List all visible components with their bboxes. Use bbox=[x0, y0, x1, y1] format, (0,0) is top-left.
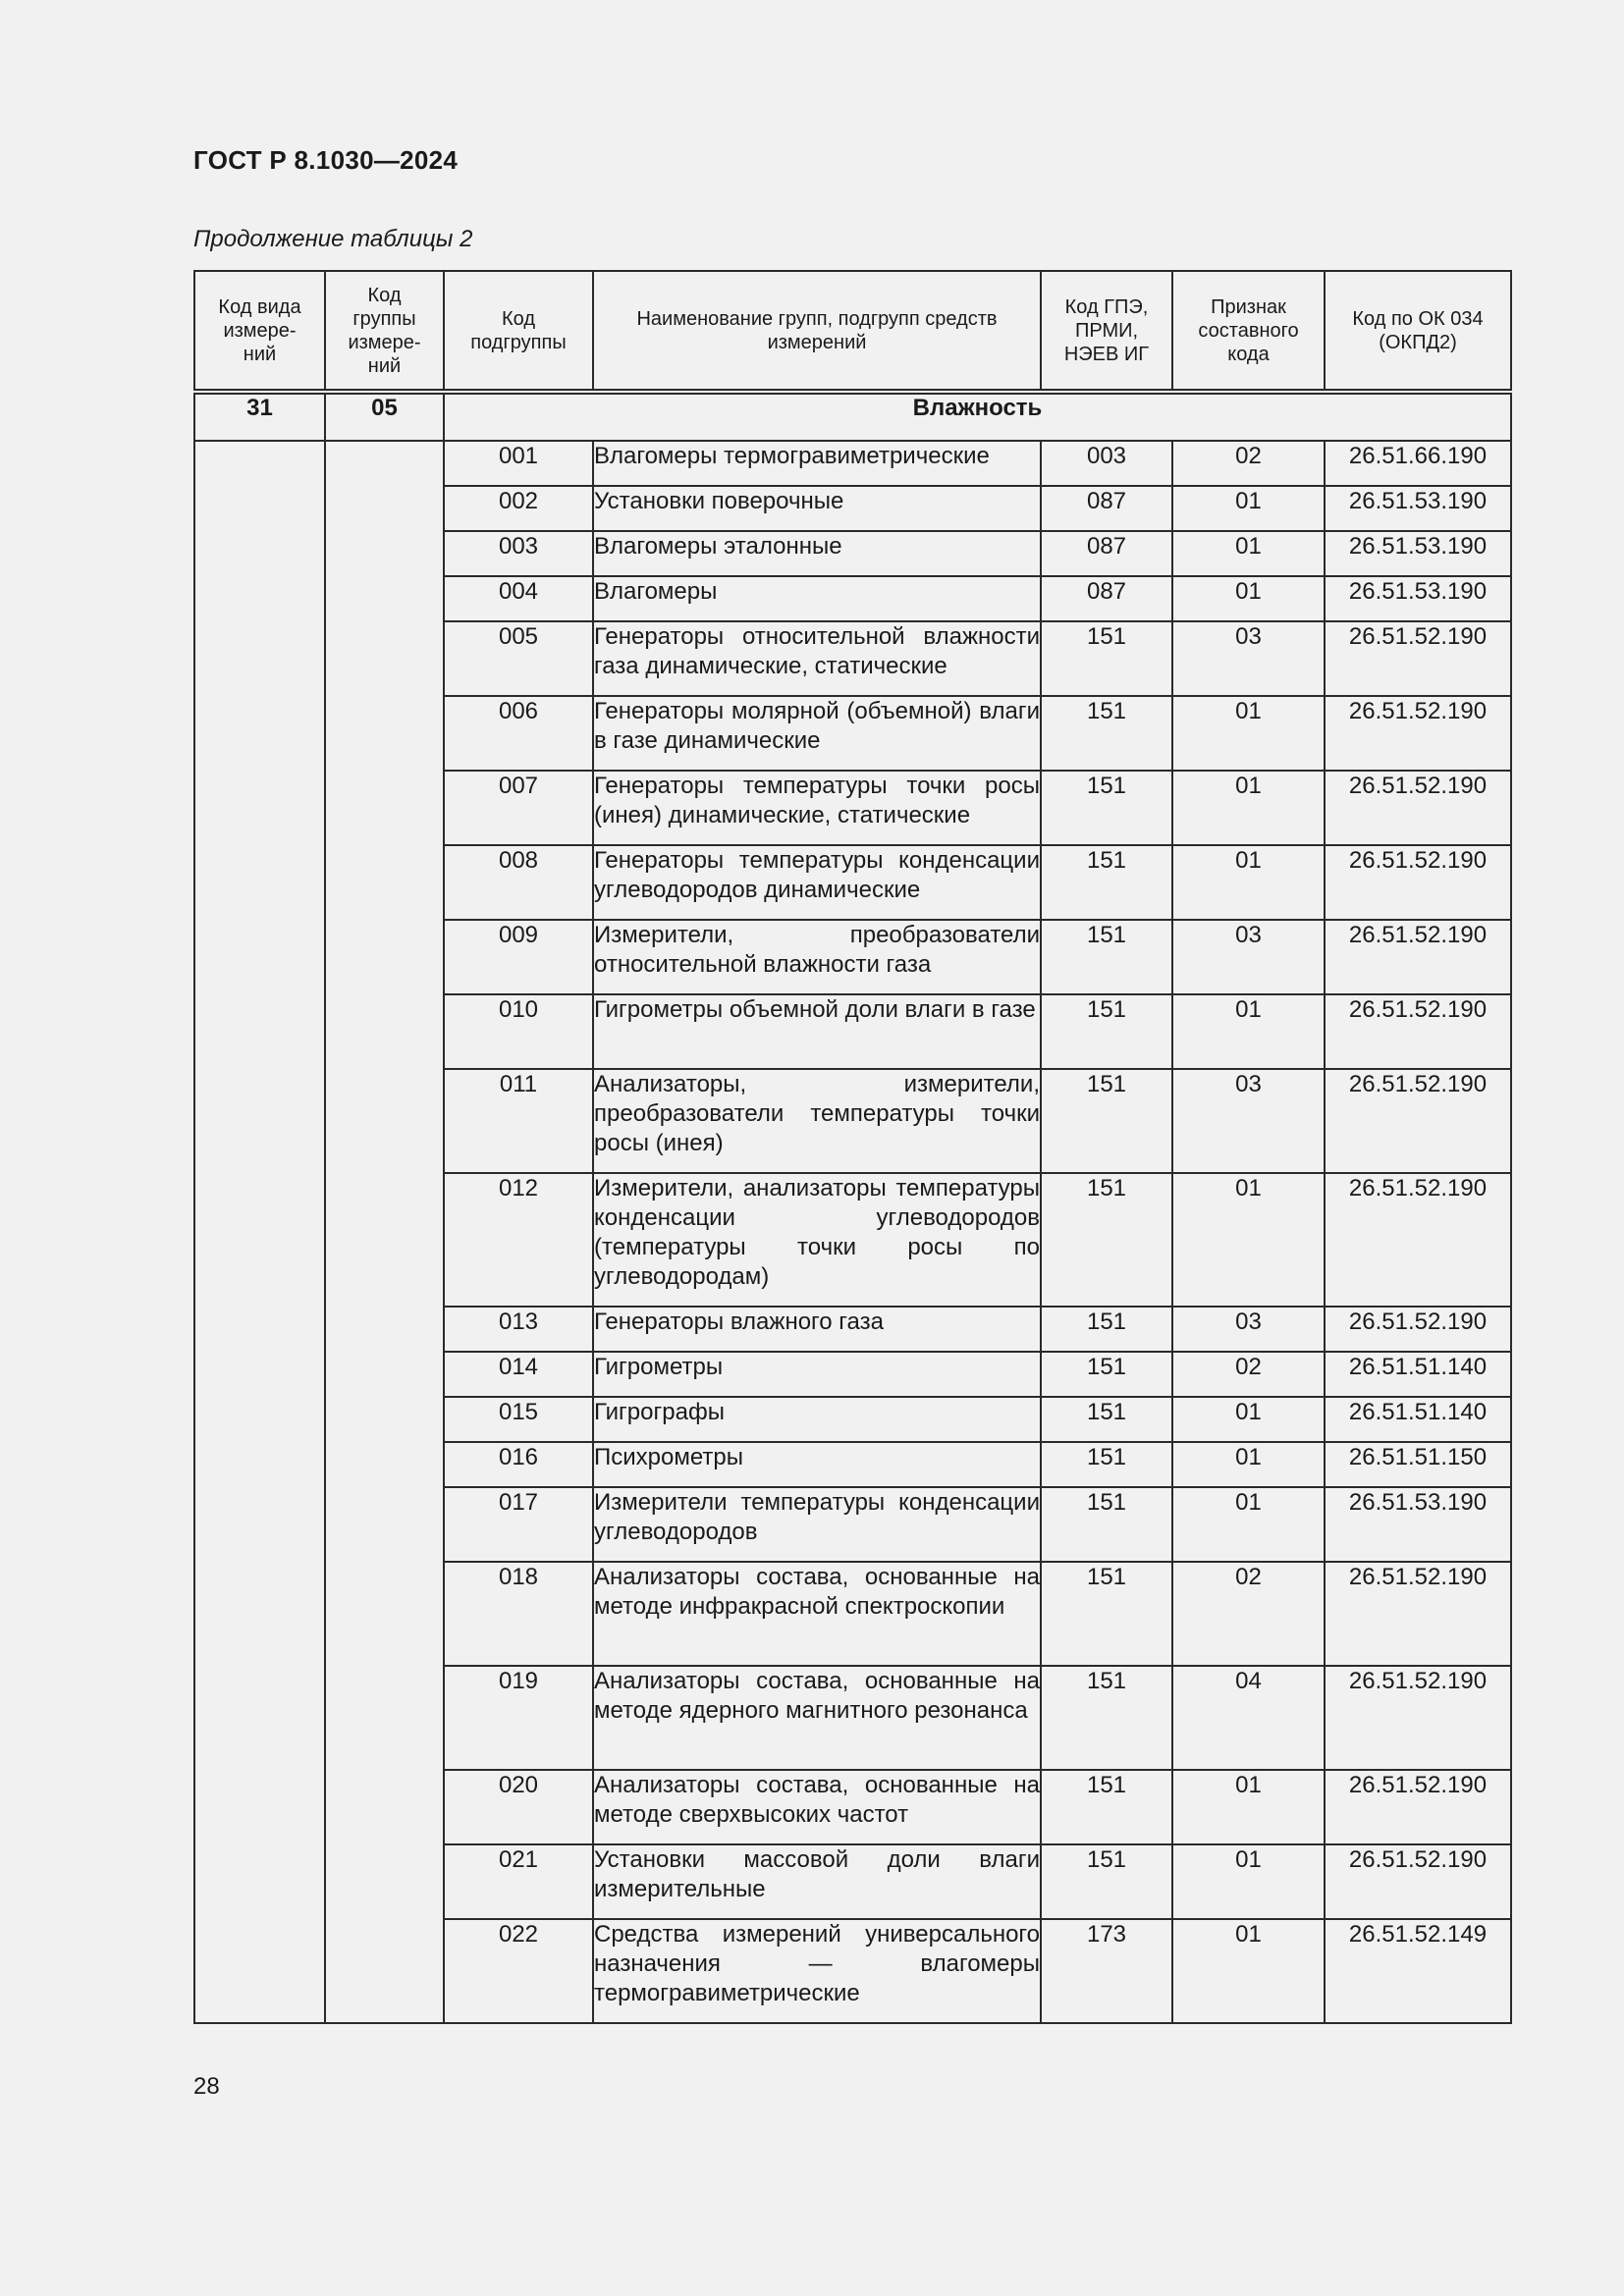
header-kind-code bbox=[194, 271, 325, 392]
subgroup-code-cell: 006 bbox=[444, 696, 593, 771]
composite-sign-cell: 01 bbox=[1172, 576, 1325, 621]
subgroup-name-cell: Анализаторы состава, основанные на методе ядерного магнитного резонанса bbox=[593, 1666, 1041, 1770]
subgroup-code-cell: 012 bbox=[444, 1173, 593, 1307]
gpe-code-cell: 173 bbox=[1041, 1919, 1172, 2023]
composite-sign-cell: 03 bbox=[1172, 920, 1325, 994]
group-group-code: 05 bbox=[325, 392, 444, 441]
gpe-code-cell: 151 bbox=[1041, 1770, 1172, 1844]
subgroup-name-cell: Психрометры bbox=[593, 1442, 1041, 1487]
header-line: измере- bbox=[223, 319, 297, 342]
header-name bbox=[593, 271, 1041, 392]
header-line: (ОКПД2) bbox=[1379, 331, 1457, 353]
gpe-code-cell: 151 bbox=[1041, 1307, 1172, 1352]
subgroup-name-cell: Измерители, преобразователи относительной влажности газа bbox=[593, 920, 1041, 994]
header-gpe-code bbox=[1041, 271, 1172, 392]
table-header-row bbox=[194, 271, 1511, 392]
okpd2-code-cell: 26.51.52.190 bbox=[1325, 1562, 1511, 1666]
gpe-code-cell: 151 bbox=[1041, 920, 1172, 994]
subgroup-code-cell: 013 bbox=[444, 1307, 593, 1352]
measurement-codes-table bbox=[193, 270, 1512, 2024]
subgroup-name-cell: Средства измерений универсального назначения — влагомеры термогравиметрические bbox=[593, 1919, 1041, 2023]
subgroup-code-cell: 001 bbox=[444, 441, 593, 486]
composite-sign-cell: 01 bbox=[1172, 531, 1325, 576]
group-kind-code: 31 bbox=[194, 392, 325, 441]
table-continuation-caption: Продолжение таблицы 2 bbox=[193, 226, 473, 252]
gpe-code-cell: 151 bbox=[1041, 1666, 1172, 1770]
subgroup-code-cell: 018 bbox=[444, 1562, 593, 1666]
subgroup-code-cell: 017 bbox=[444, 1487, 593, 1562]
composite-sign-cell: 01 bbox=[1172, 1397, 1325, 1442]
gpe-code-cell: 151 bbox=[1041, 1442, 1172, 1487]
subgroup-name-cell: Гигрографы bbox=[593, 1397, 1041, 1442]
subgroup-code-cell: 020 bbox=[444, 1770, 593, 1844]
okpd2-code-cell: 26.51.52.149 bbox=[1325, 1919, 1511, 2023]
subgroup-code-cell: 004 bbox=[444, 576, 593, 621]
gpe-code-cell: 151 bbox=[1041, 621, 1172, 696]
subgroup-name-cell: Измерители температуры конденсации углеводородов bbox=[593, 1487, 1041, 1562]
subgroup-code-cell: 019 bbox=[444, 1666, 593, 1770]
header-line: Код bbox=[501, 307, 535, 330]
header-composite-sign bbox=[1172, 271, 1325, 392]
subgroup-code-cell: 022 bbox=[444, 1919, 593, 2023]
gpe-code-cell: 151 bbox=[1041, 1562, 1172, 1666]
header-line: НЭЕВ ИГ bbox=[1063, 343, 1150, 365]
okpd2-code-cell: 26.51.53.190 bbox=[1325, 1487, 1511, 1562]
subgroup-code-cell: 015 bbox=[444, 1397, 593, 1442]
header-line: измерений bbox=[767, 331, 867, 353]
header-line: измере- bbox=[348, 331, 421, 353]
header-line: ний bbox=[243, 343, 277, 365]
subgroup-name-cell: Измерители, анализаторы температуры конденсации углеводородов (температуры точки росы по углеводородам) bbox=[593, 1173, 1041, 1307]
composite-sign-cell: 01 bbox=[1172, 486, 1325, 531]
composite-sign-cell: 01 bbox=[1172, 696, 1325, 771]
header-line: Наименование групп, подгрупп средств bbox=[636, 307, 998, 330]
subgroup-name-cell: Генераторы относительной влажности газа динамические, статические bbox=[593, 621, 1041, 696]
subgroup-name-cell: Анализаторы состава, основанные на методе сверхвысоких частот bbox=[593, 1770, 1041, 1844]
subgroup-name-cell: Установки поверочные bbox=[593, 486, 1041, 531]
subgroup-name-cell: Генераторы влажного газа bbox=[593, 1307, 1041, 1352]
okpd2-code-cell: 26.51.52.190 bbox=[1325, 1844, 1511, 1919]
gpe-code-cell: 087 bbox=[1041, 486, 1172, 531]
group-row bbox=[194, 392, 1511, 441]
header-line: Код ГПЭ, bbox=[1064, 295, 1149, 318]
okpd2-code-cell: 26.51.51.150 bbox=[1325, 1442, 1511, 1487]
subgroup-code-cell: 021 bbox=[444, 1844, 593, 1919]
composite-sign-cell: 01 bbox=[1172, 994, 1325, 1069]
page-number: 28 bbox=[193, 2073, 220, 2100]
okpd2-code-cell: 26.51.52.190 bbox=[1325, 621, 1511, 696]
okpd2-code-cell: 26.51.53.190 bbox=[1325, 531, 1511, 576]
subgroup-name-cell: Влагомеры термогравиметрические bbox=[593, 441, 1041, 486]
composite-sign-cell: 01 bbox=[1172, 1487, 1325, 1562]
subgroup-code-cell: 009 bbox=[444, 920, 593, 994]
gpe-code-cell: 087 bbox=[1041, 576, 1172, 621]
subgroup-code-cell: 016 bbox=[444, 1442, 593, 1487]
composite-sign-cell: 04 bbox=[1172, 1666, 1325, 1770]
empty-kind-cell bbox=[194, 441, 325, 2023]
composite-sign-cell: 01 bbox=[1172, 845, 1325, 920]
table-row bbox=[194, 441, 1511, 486]
composite-sign-cell: 03 bbox=[1172, 621, 1325, 696]
subgroup-name-cell: Анализаторы, измерители, преобразователи температуры точки росы (инея) bbox=[593, 1069, 1041, 1173]
subgroup-code-cell: 008 bbox=[444, 845, 593, 920]
composite-sign-cell: 01 bbox=[1172, 1919, 1325, 2023]
okpd2-code-cell: 26.51.52.190 bbox=[1325, 845, 1511, 920]
gpe-code-cell: 151 bbox=[1041, 1069, 1172, 1173]
gpe-code-cell: 151 bbox=[1041, 994, 1172, 1069]
header-line: подгруппы bbox=[470, 331, 567, 353]
subgroup-code-cell: 010 bbox=[444, 994, 593, 1069]
composite-sign-cell: 01 bbox=[1172, 1173, 1325, 1307]
okpd2-code-cell: 26.51.52.190 bbox=[1325, 1307, 1511, 1352]
okpd2-code-cell: 26.51.52.190 bbox=[1325, 920, 1511, 994]
okpd2-code-cell: 26.51.52.190 bbox=[1325, 1173, 1511, 1307]
composite-sign-cell: 03 bbox=[1172, 1069, 1325, 1173]
header-line: Код вида bbox=[218, 295, 301, 318]
header-subgroup-code bbox=[444, 271, 593, 392]
header-line: группы bbox=[352, 307, 416, 330]
subgroup-code-cell: 005 bbox=[444, 621, 593, 696]
header-group-code bbox=[325, 271, 444, 392]
subgroup-name-cell: Генераторы температуры конденсации углеводородов динамические bbox=[593, 845, 1041, 920]
gpe-code-cell: 151 bbox=[1041, 1487, 1172, 1562]
okpd2-code-cell: 26.51.51.140 bbox=[1325, 1397, 1511, 1442]
composite-sign-cell: 02 bbox=[1172, 441, 1325, 486]
gpe-code-cell: 151 bbox=[1041, 1844, 1172, 1919]
subgroup-code-cell: 003 bbox=[444, 531, 593, 576]
subgroup-name-cell: Гигрометры объемной доли влаги в газе bbox=[593, 994, 1041, 1069]
okpd2-code-cell: 26.51.66.190 bbox=[1325, 441, 1511, 486]
okpd2-code-cell: 26.51.51.140 bbox=[1325, 1352, 1511, 1397]
composite-sign-cell: 02 bbox=[1172, 1352, 1325, 1397]
subgroup-name-cell: Генераторы молярной (объемной) влаги в газе динамические bbox=[593, 696, 1041, 771]
header-line: ний bbox=[367, 354, 402, 377]
subgroup-name-cell: Анализаторы состава, основанные на методе инфракрасной спектроскопии bbox=[593, 1562, 1041, 1666]
subgroup-code-cell: 002 bbox=[444, 486, 593, 531]
okpd2-code-cell: 26.51.52.190 bbox=[1325, 1666, 1511, 1770]
group-title: Влажность bbox=[444, 392, 1511, 441]
composite-sign-cell: 01 bbox=[1172, 1442, 1325, 1487]
okpd2-code-cell: 26.51.52.190 bbox=[1325, 771, 1511, 845]
okpd2-code-cell: 26.51.52.190 bbox=[1325, 1069, 1511, 1173]
header-line: Код по ОК 034 bbox=[1352, 307, 1484, 330]
empty-group-cell bbox=[325, 441, 444, 2023]
header-line: ПРМИ, bbox=[1074, 319, 1139, 342]
gpe-code-cell: 151 bbox=[1041, 771, 1172, 845]
composite-sign-cell: 01 bbox=[1172, 771, 1325, 845]
subgroup-name-cell: Влагомеры bbox=[593, 576, 1041, 621]
subgroup-name-cell: Генераторы температуры точки росы (инея) динамические, статические bbox=[593, 771, 1041, 845]
gpe-code-cell: 087 bbox=[1041, 531, 1172, 576]
gpe-code-cell: 003 bbox=[1041, 441, 1172, 486]
okpd2-code-cell: 26.51.53.190 bbox=[1325, 486, 1511, 531]
gpe-code-cell: 151 bbox=[1041, 845, 1172, 920]
okpd2-code-cell: 26.51.52.190 bbox=[1325, 696, 1511, 771]
header-line: кода bbox=[1227, 343, 1270, 365]
okpd2-code-cell: 26.51.53.190 bbox=[1325, 576, 1511, 621]
gpe-code-cell: 151 bbox=[1041, 1173, 1172, 1307]
header-okpd2-code bbox=[1325, 271, 1511, 392]
okpd2-code-cell: 26.51.52.190 bbox=[1325, 1770, 1511, 1844]
header-line: Признак bbox=[1211, 295, 1286, 318]
okpd2-code-cell: 26.51.52.190 bbox=[1325, 994, 1511, 1069]
header-line: составного bbox=[1198, 319, 1299, 342]
document-title: ГОСТ Р 8.1030—2024 bbox=[193, 145, 459, 175]
gpe-code-cell: 151 bbox=[1041, 696, 1172, 771]
gpe-code-cell: 151 bbox=[1041, 1397, 1172, 1442]
subgroup-code-cell: 007 bbox=[444, 771, 593, 845]
subgroup-name-cell: Гигрометры bbox=[593, 1352, 1041, 1397]
subgroup-code-cell: 011 bbox=[444, 1069, 593, 1173]
composite-sign-cell: 01 bbox=[1172, 1844, 1325, 1919]
composite-sign-cell: 03 bbox=[1172, 1307, 1325, 1352]
composite-sign-cell: 02 bbox=[1172, 1562, 1325, 1666]
composite-sign-cell: 01 bbox=[1172, 1770, 1325, 1844]
subgroup-code-cell: 014 bbox=[444, 1352, 593, 1397]
gpe-code-cell: 151 bbox=[1041, 1352, 1172, 1397]
subgroup-name-cell: Установки массовой доли влаги измерительные bbox=[593, 1844, 1041, 1919]
header-line: Код bbox=[367, 284, 402, 306]
subgroup-name-cell: Влагомеры эталонные bbox=[593, 531, 1041, 576]
